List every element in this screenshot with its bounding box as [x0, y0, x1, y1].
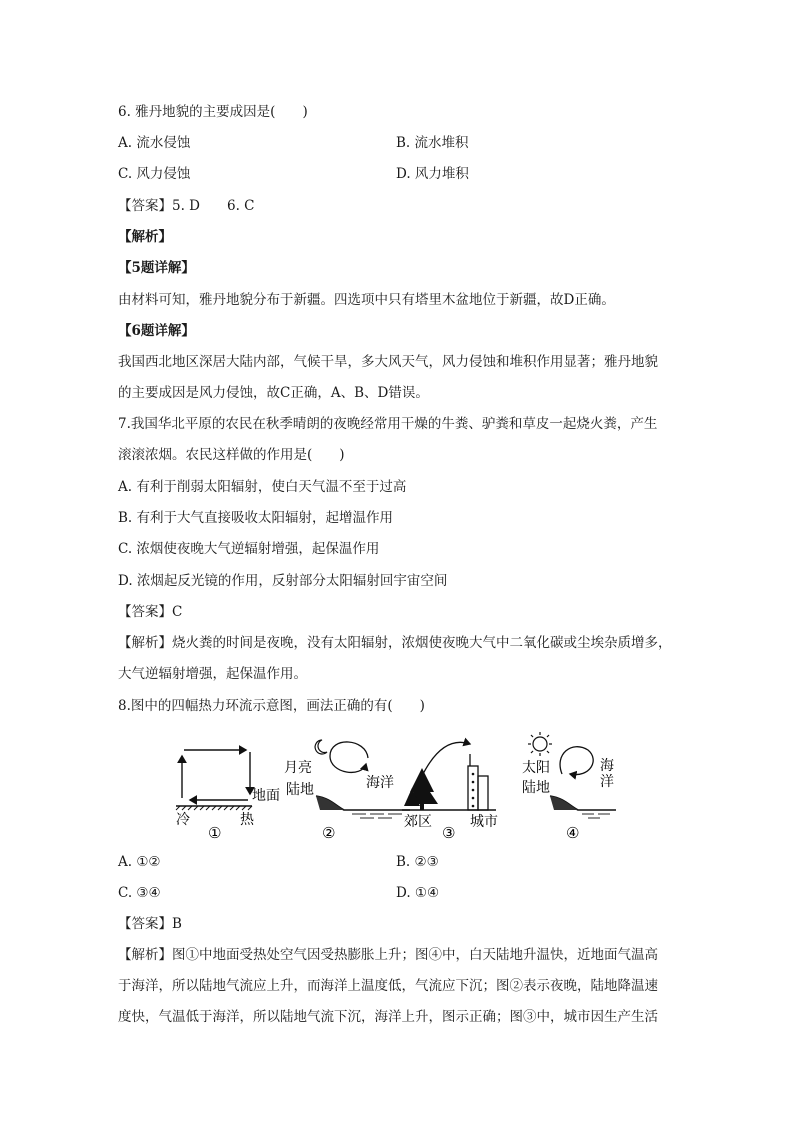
- moon-icon: [315, 740, 327, 754]
- building-icon: [468, 754, 488, 810]
- q6-option-c: C. 风力侵蚀: [118, 166, 191, 182]
- diagram-4: [522, 732, 616, 842]
- q8-option-d: D. ①④: [396, 885, 440, 901]
- moon-label: 月亮: [284, 760, 312, 776]
- circulation-arrows: [182, 750, 250, 800]
- cold-label: 冷: [176, 812, 190, 828]
- diagram-1-number: ①: [208, 824, 222, 842]
- circulation-arrow-up: [422, 742, 470, 776]
- land-label: 陆地: [286, 782, 314, 798]
- sea-label-2: 洋: [600, 774, 614, 790]
- hot-label: 热: [240, 812, 254, 828]
- q7-answer: 【答案】C: [118, 604, 183, 620]
- q7-option-b: B. 有利于大气直接吸收太阳辐射，起增温作用: [118, 510, 394, 526]
- q8-analysis-1: 【解析】图①中地面受热处空气因受热膨胀上升；图④中，白天陆地升温快，近地面气温高: [118, 947, 658, 963]
- q6-detail-text-2: 的主要成因是风力侵蚀，故C正确，A、B、D错误。: [118, 385, 429, 401]
- thermal-circulation-diagram: [170, 730, 620, 846]
- diagram-3: [402, 742, 498, 842]
- tree-icon: [404, 768, 438, 810]
- q5-detail-tag: 【5题详解】: [118, 260, 195, 276]
- sun-icon: [528, 732, 552, 756]
- q8-analysis-3: 度快，气温低于海洋，所以陆地气流下沉，海洋上升，图示正确；图③中，城市因生产生活: [118, 1009, 658, 1025]
- q5-detail-text: 由材料可知，雅丹地貌分布于新疆。四选项中只有塔里木盆地位于新疆，故D正确。: [118, 292, 615, 308]
- circulation-loop: [330, 742, 368, 772]
- q8-option-b: B. ②③: [396, 854, 439, 870]
- q6-analysis-tag: 【解析】: [118, 229, 172, 245]
- q6-answer: 【答案】5. D 6. C: [118, 198, 255, 214]
- diagram-4-number: ④: [566, 824, 580, 842]
- q6-detail-text-1: 我国西北地区深居大陆内部，气候干旱，多大风天气，风力侵蚀和堆积作用显著；雅丹地貌: [118, 354, 658, 370]
- q7-analysis-1: 【解析】烧火粪的时间是夜晚，没有太阳辐射，浓烟使夜晚大气中二氧化碳或尘埃杂质增多，: [118, 635, 672, 651]
- q8-option-a: A. ①②: [118, 854, 161, 870]
- diagram-2: [284, 740, 410, 842]
- q6-detail-tag: 【6题详解】: [118, 323, 195, 339]
- q6-option-b: B. 流水堆积: [396, 135, 469, 151]
- ground-label: 地面: [252, 788, 280, 804]
- q8-answer: 【答案】B: [118, 916, 182, 932]
- land-label: 陆地: [522, 780, 550, 796]
- sea-label-1: 海: [600, 758, 614, 774]
- suburb-label: 郊区: [404, 814, 432, 830]
- q8-analysis-2: 于海洋，所以陆地气流应上升，而海洋上温度低，气流应下沉；图②表示夜晚，陆地降温速: [118, 978, 658, 994]
- diagram-1: [176, 750, 280, 842]
- q7-stem-1: 7.我国华北平原的农民在秋季晴朗的夜晚经常用干燥的牛粪、驴粪和草皮一起烧火粪，产生: [118, 416, 658, 432]
- q7-analysis-2: 大气逆辐射增强，起保温作用。: [118, 666, 307, 682]
- circulation-loop: [560, 747, 593, 775]
- q6-option-d: D. 风力堆积: [396, 166, 469, 182]
- q7-option-a: A. 有利于削弱太阳辐射，使白天气温不至于过高: [118, 479, 407, 495]
- city-label: 城市: [470, 814, 498, 830]
- q7-option-d: D. 浓烟起反光镜的作用，反射部分太阳辐射回宇宙空间: [118, 573, 448, 589]
- q6-stem: 6. 雅丹地貌的主要成因是( ): [118, 104, 308, 120]
- q8-stem: 8.图中的四幅热力环流示意图，画法正确的有( ): [118, 698, 425, 714]
- q7-option-c: C. 浓烟使夜晚大气逆辐射增强，起保温作用: [118, 541, 380, 557]
- q8-option-c: C. ③④: [118, 885, 161, 901]
- q6-option-a: A. 流水侵蚀: [118, 135, 191, 151]
- diagram-3-number: ③: [442, 824, 456, 842]
- diagram-2-number: ②: [322, 824, 336, 842]
- sea-label: 海洋: [366, 775, 394, 791]
- sun-label: 太阳: [522, 760, 550, 776]
- q7-stem-2: 滚滚浓烟。农民这样做的作用是( ): [118, 447, 345, 463]
